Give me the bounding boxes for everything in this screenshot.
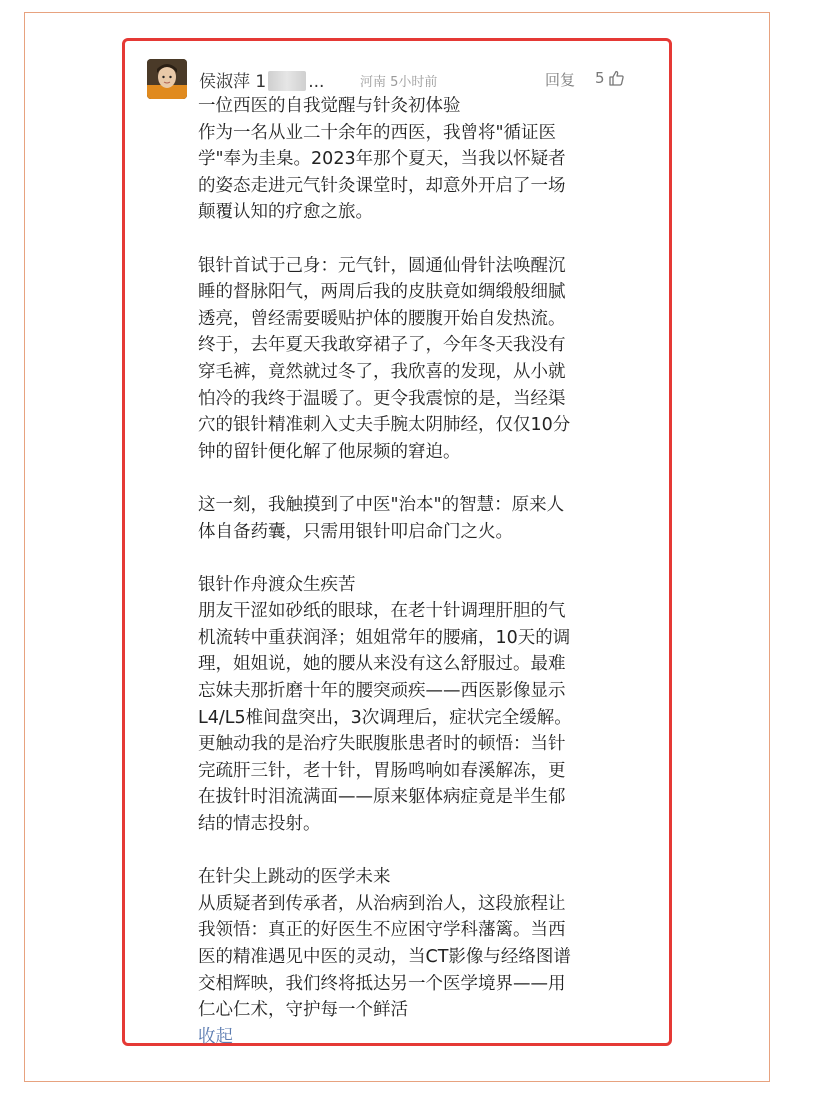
- comment-line: 银针首试于己身：元气针，圆通仙骨针法唤醒沉: [198, 255, 566, 276]
- collapse-link[interactable]: 收起: [198, 1026, 233, 1047]
- comment-line: 忘妹夫那折磨十年的腰突顽疾——西医影像显示: [198, 681, 566, 702]
- comment-line: 朋友干涩如砂纸的眼球，在老十针调理肝胆的气: [198, 601, 566, 622]
- comment-line: 体自备药囊，只需用银针叩启命门之火。: [198, 521, 513, 542]
- avatar[interactable]: [147, 59, 187, 99]
- comment-line: 作为一名从业二十余年的西医，我曾将"循证医: [198, 122, 557, 143]
- author-name[interactable]: [199, 67, 324, 92]
- comment-meta: [360, 71, 437, 90]
- comment-line: 在针尖上跳动的医学未来: [198, 867, 391, 888]
- paragraph-gap: [198, 226, 638, 253]
- comment-line: 穴的银针精准刺入丈夫手腕太阴肺经，仅仅10分: [198, 415, 571, 436]
- comment-line: 更触动我的是治疗失眠腹胀患者时的顿悟：当针: [198, 734, 566, 755]
- author-name-ellipsis: ...: [308, 72, 325, 92]
- comment-line: 银针作舟渡众生疾苦: [198, 574, 356, 595]
- comment-line: 我领悟：真正的好医生不应困守学科藩篱。当西: [198, 920, 566, 941]
- comment-line: 这一刻，我触摸到了中医"治本"的智慧：原来人: [198, 494, 565, 515]
- comment-line: 学"奉为圭臬。2023年那个夏天，当我以怀疑者: [198, 149, 566, 170]
- thumbs-up-icon: [608, 70, 624, 86]
- like-count: 5: [595, 69, 605, 87]
- author-name-text: 侯淑萍 1: [199, 72, 267, 92]
- comment-line: 完疏肝三针，老十针，胃肠鸣响如春溪解冻，更: [198, 760, 566, 781]
- comment-line: 钟的留针便化解了他尿频的窘迫。: [198, 441, 461, 462]
- comment-line: 医的精准遇见中医的灵动，当CT影像与经络图谱: [198, 947, 571, 967]
- timestamp: 5小时前: [390, 75, 438, 90]
- comment-line: 理，姐姐说，她的腰从来没有这么舒服过。最难: [198, 654, 566, 675]
- comment-line: 一位西医的自我觉醒与针灸初体验: [198, 96, 461, 116]
- comment-line: 结的情志投射。: [198, 814, 321, 835]
- comment-body: [198, 93, 638, 1050]
- comment-line: L4/L5椎间盘突出，3次调理后，症状完全缓解。: [198, 707, 572, 728]
- comment-line: 睡的督脉阳气，两周后我的皮肤竟如绸缎般细腻: [198, 282, 566, 303]
- comment-line: 机流转中重获润泽；姐姐常年的腰痛，10天的调: [198, 627, 571, 648]
- paragraph-gap: [198, 545, 638, 572]
- comment-line: 终于，去年夏天我敢穿裙子了，今年冬天我没有: [198, 335, 566, 356]
- comment-line: 交相辉映，我们终将抵达另一个医学境界——用: [198, 973, 566, 994]
- paragraph-gap: [198, 838, 638, 865]
- location: 河南: [360, 75, 387, 90]
- reply-button[interactable]: 回复: [545, 71, 576, 89]
- paragraph-gap: [198, 465, 638, 492]
- comment-card: [122, 38, 672, 1046]
- comment-line: 从质疑者到传承者，从治病到治人，这段旅程让: [198, 893, 566, 914]
- comment-line: 仁心仁术，守护每一个鲜活: [198, 1000, 408, 1021]
- like-button[interactable]: [595, 69, 624, 87]
- comment-line: 透亮，曾经需要暖贴护体的腰腹开始自发热流。: [198, 308, 566, 329]
- comment-line: 颠覆认知的疗愈之旅。: [198, 202, 373, 223]
- comment-line: 的姿态走进元气针灸课堂时，却意外开启了一场: [198, 175, 566, 196]
- comment-line: 怕冷的我终于温暖了。更令我震惊的是，当经渠: [198, 388, 566, 409]
- comment-line: 穿毛裤，竟然就过冬了，我欣喜的发现，从小就: [198, 361, 566, 382]
- redacted-blur: [268, 71, 306, 91]
- comment-line: 在拔针时泪流满面——原来躯体病症竟是半生郁: [198, 787, 566, 808]
